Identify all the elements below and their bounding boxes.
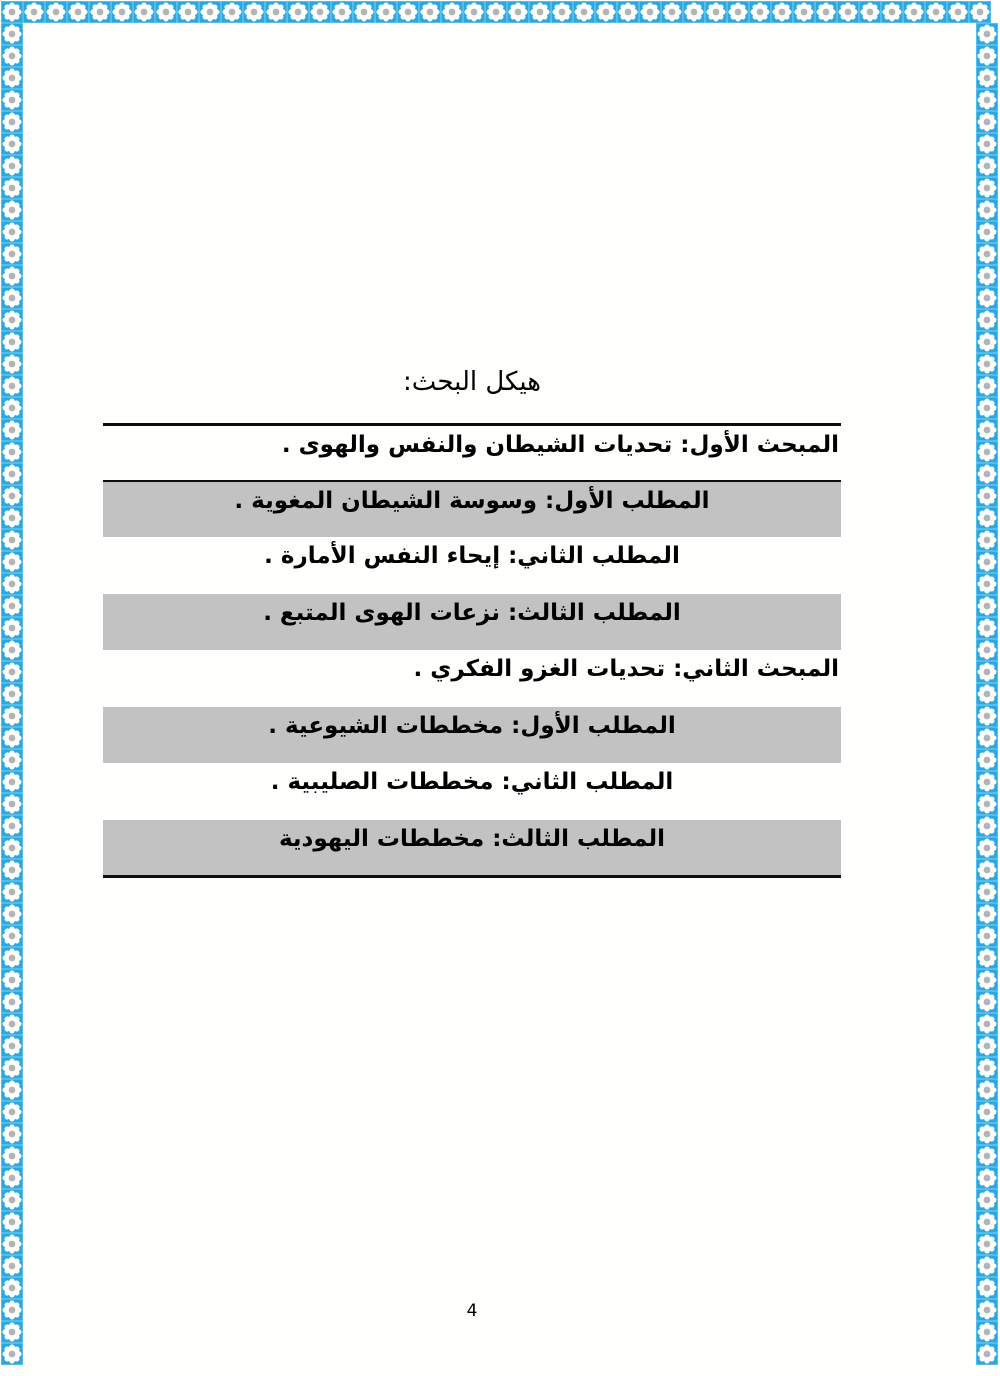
flower-icon	[976, 881, 998, 903]
flower-icon	[976, 1343, 998, 1365]
flower-icon	[976, 1167, 998, 1189]
outline-row-text: المبحث الثاني: تحديات الغزو الفكري .	[413, 656, 839, 683]
flower-icon	[976, 441, 998, 463]
flower-icon	[1, 771, 23, 793]
flower-icon	[1, 1299, 23, 1321]
flower-icon	[1, 45, 23, 67]
flower-icon	[859, 1, 881, 23]
flower-icon	[1, 749, 23, 771]
flower-icon	[976, 1321, 998, 1343]
flower-icon	[976, 155, 998, 177]
flower-icon	[1, 67, 23, 89]
flower-icon	[903, 1, 925, 23]
flower-icon	[1, 265, 23, 287]
flower-icon	[23, 1, 45, 23]
flower-icon	[976, 771, 998, 793]
flower-icon	[976, 1277, 998, 1299]
flower-icon	[976, 617, 998, 639]
page-border-left	[1, 23, 23, 1376]
flower-icon	[1, 1079, 23, 1101]
flower-icon	[976, 595, 998, 617]
document-title: هيكل البحث:	[403, 367, 541, 397]
outline-row-text: المطلب الأول: وسوسة الشيطان المغوية .	[103, 481, 841, 538]
outline-row-matlab	[103, 594, 841, 651]
flower-icon	[976, 1299, 998, 1321]
flower-icon	[976, 507, 998, 529]
flower-icon	[1, 1013, 23, 1035]
outline-row-text: المبحث الأول: تحديات الشيطان والنفس والهوى .	[103, 424, 841, 481]
flower-icon	[976, 353, 998, 375]
flower-icon	[1, 1035, 23, 1057]
outline-row-text: المطلب الثالث: نزعات الهوى المتبع .	[103, 594, 841, 651]
flower-icon	[1, 507, 23, 529]
flower-icon	[1, 353, 23, 375]
flower-icon	[1, 309, 23, 331]
flower-icon	[976, 749, 998, 771]
flower-icon	[1, 133, 23, 155]
flower-icon	[1, 1167, 23, 1189]
flower-icon	[1, 1057, 23, 1079]
flower-icon	[1, 573, 23, 595]
flower-icon	[1, 1321, 23, 1343]
flower-icon	[1, 551, 23, 573]
flower-icon	[947, 1, 969, 23]
flower-icon	[976, 1211, 998, 1233]
flower-icon	[976, 1079, 998, 1101]
flower-icon	[1, 441, 23, 463]
flower-icon	[1, 925, 23, 947]
flower-icon	[1, 1343, 23, 1365]
outline-row-text: المطلب الثالث: مخططات اليهودية	[103, 820, 841, 877]
flower-icon	[1, 793, 23, 815]
flower-icon	[976, 1189, 998, 1211]
flower-icon	[976, 1233, 998, 1255]
page-content	[103, 0, 841, 1376]
flower-icon	[1, 111, 23, 133]
flower-icon	[67, 1, 89, 23]
outline-row-matlab	[103, 481, 841, 538]
flower-icon	[1, 815, 23, 837]
flower-icon	[976, 177, 998, 199]
flower-icon	[1, 397, 23, 419]
flower-icon	[1, 23, 23, 45]
flower-icon	[1, 1123, 23, 1145]
flower-icon	[1, 1, 23, 23]
flower-icon	[976, 573, 998, 595]
flower-icon	[976, 419, 998, 441]
flower-icon	[976, 23, 998, 45]
outline-row-text: المطلب الثاني: إيحاء النفس الأمارة .	[264, 543, 680, 570]
flower-icon	[976, 947, 998, 969]
flower-icon	[976, 265, 998, 287]
flower-icon	[1, 177, 23, 199]
flower-icon	[1, 661, 23, 683]
flower-icon	[976, 463, 998, 485]
flower-icon	[1, 331, 23, 353]
flower-icon	[1, 859, 23, 881]
flower-icon	[976, 133, 998, 155]
flower-icon	[1, 1211, 23, 1233]
flower-icon	[976, 67, 998, 89]
flower-icon	[976, 45, 998, 67]
flower-icon	[976, 551, 998, 573]
flower-icon	[1, 199, 23, 221]
flower-icon	[1, 705, 23, 727]
flower-icon	[1, 221, 23, 243]
outline-row-text: المطلب الأول: مخططات الشيوعية .	[103, 707, 841, 764]
outline-row-matlab	[103, 763, 841, 820]
flower-icon	[976, 1101, 998, 1123]
flower-icon	[976, 969, 998, 991]
flower-icon	[976, 793, 998, 815]
page-border-right	[976, 23, 999, 1376]
flower-icon	[976, 221, 998, 243]
flower-icon	[881, 1, 903, 23]
flower-icon	[1, 1101, 23, 1123]
flower-icon	[976, 705, 998, 727]
flower-icon	[45, 1, 67, 23]
flower-icon	[969, 1, 991, 23]
flower-icon	[976, 331, 998, 353]
flower-icon	[976, 991, 998, 1013]
outline-row-mabhath	[103, 650, 841, 707]
flower-icon	[1, 837, 23, 859]
flower-icon	[1, 683, 23, 705]
flower-icon	[976, 375, 998, 397]
flower-icon	[976, 683, 998, 705]
flower-icon	[1, 89, 23, 111]
flower-icon	[1, 463, 23, 485]
flower-icon	[1, 287, 23, 309]
flower-icon	[976, 111, 998, 133]
flower-icon	[1, 881, 23, 903]
flower-icon	[976, 639, 998, 661]
outline-row-mabhath	[103, 424, 841, 481]
flower-icon	[1, 1189, 23, 1211]
research-outline-table	[103, 423, 841, 878]
flower-icon	[1, 243, 23, 265]
flower-icon	[976, 199, 998, 221]
flower-icon	[976, 1123, 998, 1145]
flower-icon	[1, 639, 23, 661]
flower-icon	[976, 661, 998, 683]
flower-icon	[1, 595, 23, 617]
flower-icon	[976, 727, 998, 749]
flower-icon	[1, 419, 23, 441]
flower-icon	[976, 815, 998, 837]
flower-icon	[1, 991, 23, 1013]
flower-icon	[1, 485, 23, 507]
outline-row-text: المطلب الثاني: مخططات الصليبية .	[270, 769, 674, 796]
outline-row-matlab	[103, 707, 841, 764]
flower-icon	[976, 1013, 998, 1035]
flower-icon	[976, 1255, 998, 1277]
flower-icon	[976, 837, 998, 859]
flower-icon	[1, 529, 23, 551]
flower-icon	[1, 947, 23, 969]
flower-icon	[976, 1145, 998, 1167]
outline-row-matlab	[103, 820, 841, 877]
flower-icon	[1, 617, 23, 639]
flower-icon	[1, 727, 23, 749]
flower-icon	[1, 375, 23, 397]
flower-icon	[976, 309, 998, 331]
flower-icon	[1, 1277, 23, 1299]
flower-icon	[925, 1, 947, 23]
flower-icon	[976, 89, 998, 111]
flower-icon	[976, 859, 998, 881]
flower-icon	[976, 1057, 998, 1079]
flower-icon	[976, 287, 998, 309]
flower-icon	[1, 1145, 23, 1167]
outline-row-matlab	[103, 537, 841, 594]
flower-icon	[976, 243, 998, 265]
flower-icon	[1, 1233, 23, 1255]
flower-icon	[1, 1255, 23, 1277]
flower-icon	[976, 529, 998, 551]
research-outline-body	[103, 424, 841, 876]
flower-icon	[1, 969, 23, 991]
page-number: 4	[466, 1301, 478, 1321]
flower-icon	[976, 485, 998, 507]
flower-icon	[1, 903, 23, 925]
flower-icon	[976, 925, 998, 947]
flower-icon	[976, 1035, 998, 1057]
flower-icon	[1, 155, 23, 177]
flower-icon	[976, 397, 998, 419]
flower-icon	[976, 903, 998, 925]
